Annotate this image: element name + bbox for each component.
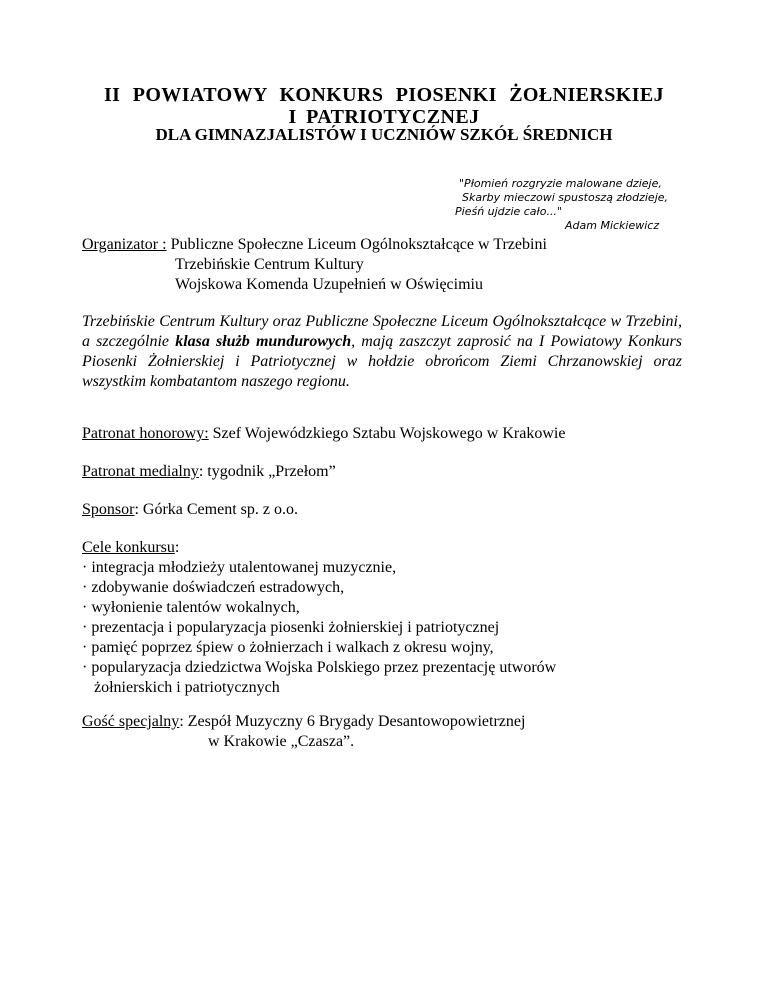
sponsor-label: Sponsor <box>82 501 135 518</box>
patronat-honorowy <box>82 424 682 444</box>
organizer-line-3: Wojskowa Komenda Uzupełnień w Oświęcimiu <box>175 276 483 293</box>
guest-line-1: : Zespół Muzyczny 6 Brygady Desantowopowietrznej <box>179 713 526 730</box>
epigraph-quote <box>455 177 695 233</box>
quote-author: Adam Mickiewicz <box>565 219 660 232</box>
patronat-honorowy-value: Szef Wojewódzkiego Sztabu Wojskowego w Krakowie <box>208 425 566 442</box>
quote-line-1: "Płomień rozgryzie malowane dzieje, <box>459 177 662 190</box>
intro-text-1: Trzebińskie Centrum Kultury oraz Publiczne Społeczne Liceum Ogólnokształcące w Trzebini, a szczególnie <box>82 313 682 350</box>
patronat-honorowy-label: Patronat honorowy: <box>82 425 209 442</box>
organizer-line-2: Trzebińskie Centrum Kultury <box>175 256 364 273</box>
list-item: · prezentacja i popularyzacja piosenki żołnierskiej i patriotycznej <box>82 619 500 636</box>
patronat-medialny <box>82 462 682 482</box>
list-item: · wyłonienie talentów wokalnych, <box>82 599 300 616</box>
list-item: · pamięć poprzez śpiew o żołnierzach i walkach z okresu wojny, <box>82 639 494 656</box>
intro-paragraph <box>82 312 682 392</box>
organizer-label: Organizator : <box>82 236 167 253</box>
patronat-medialny-label: Patronat medialny <box>82 463 199 480</box>
intro-bold: klasa służb mundurowych <box>175 333 352 350</box>
sponsor-value: : Górka Cement sp. z o.o. <box>134 501 298 518</box>
organizer-section <box>82 235 682 295</box>
title-line-1: II POWIATOWY KONKURS PIOSENKI ŻOŁNIERSKIEJ <box>103 84 665 106</box>
list-item: · popularyzacja dziedzictwa Wojska Polskiego przez prezentację utworów <box>82 659 557 676</box>
list-item-continuation: żołnierskich i patriotycznych <box>94 679 280 696</box>
list-item: · zdobywanie doświadczeń estradowych, <box>82 579 345 596</box>
subtitle: DLA GIMNAZJALISTÓW I UCZNIÓW SZKÓŁ ŚREDNICH <box>155 125 613 144</box>
guest-line-2: w Krakowie „Czasza”. <box>208 733 355 750</box>
goals-label: Cele konkursu <box>82 539 175 556</box>
special-guest <box>82 712 682 752</box>
quote-line-3: Pieśń ujdzie cało..." <box>455 205 562 218</box>
goals-colon: : <box>174 539 180 556</box>
title-line-2: I PATRIOTYCZNEJ <box>288 106 480 128</box>
list-item: · integracja młodzieży utalentowanej muzycznie, <box>82 559 397 576</box>
sponsor <box>82 500 682 520</box>
guest-label: Gość specjalny <box>82 713 180 730</box>
intro-text-2: , mają zaszczyt zaprosić na I Powiatowy Konkurs Piosenki Żołnierskiej i Patriotycznej w hołdzie obrońcom Ziemi Chrzanowskiej oraz wszystkim kombatantom naszego regionu. <box>82 333 683 390</box>
quote-line-2: Skarby mieczowi spustoszą złodzieje, <box>462 191 669 204</box>
organizer-line-1: Publiczne Społeczne Liceum Ogólnokształcące w Trzebini <box>166 236 547 253</box>
goals-section <box>82 538 682 698</box>
patronat-medialny-value: : tygodnik „Przełom” <box>198 463 336 480</box>
